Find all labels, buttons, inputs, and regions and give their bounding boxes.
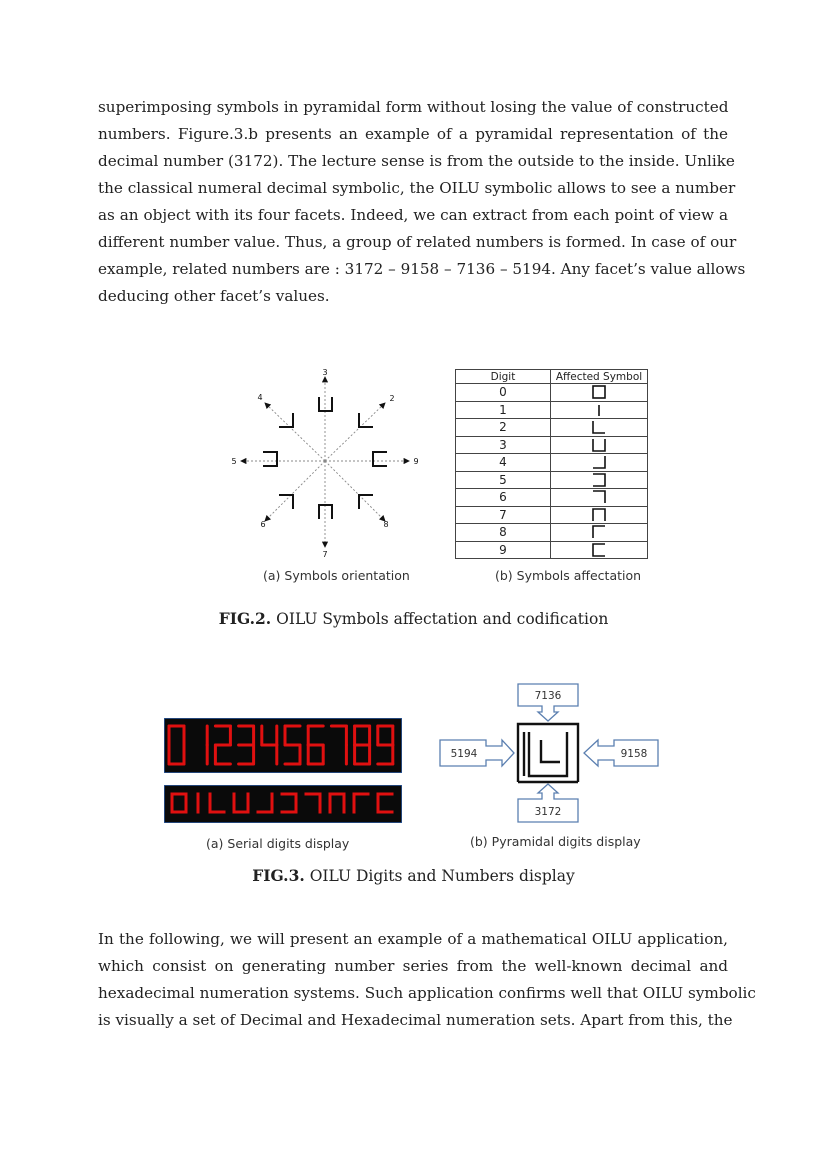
symbols-affectation-table xyxy=(455,369,648,559)
text-line: superimposing symbols in pyramidal form without losing the value of constructed xyxy=(98,98,729,116)
digit-cell: 9 xyxy=(456,541,551,559)
text-line: the classical numeral decimal symbolic, the OILU symbolic allows to see a number xyxy=(98,179,736,197)
table-row xyxy=(456,541,648,559)
caption-label: FIG.3. xyxy=(252,866,305,885)
digit-cell: 3 xyxy=(456,436,551,454)
seven-segment-display xyxy=(164,718,402,773)
digit-cell: 8 xyxy=(456,524,551,542)
symbol-1-icon xyxy=(591,403,607,417)
orientation-label: 6 xyxy=(260,520,266,529)
symbol-6-icon xyxy=(591,490,607,504)
table-row xyxy=(456,454,648,472)
digit-cell: 6 xyxy=(456,489,551,507)
orientation-label: 5 xyxy=(231,457,237,466)
symbol-2-icon xyxy=(359,413,373,427)
fig2-subcaption-b: (b) Symbols affectation xyxy=(495,568,642,583)
orientation-label: 7 xyxy=(322,550,328,559)
symbol-7-icon xyxy=(591,508,607,522)
digit-cell: 0 xyxy=(456,384,551,402)
digit-cell: 2 xyxy=(456,419,551,437)
symbol-5-icon xyxy=(591,473,607,487)
left-value: 5194 xyxy=(450,748,478,760)
symbols-orientation-diagram xyxy=(225,365,425,565)
table-row xyxy=(456,506,648,524)
orientation-label: 3 xyxy=(322,368,328,377)
text-line: In the following, we will present an example of a mathematical OILU application, xyxy=(98,930,728,948)
symbol-6-icon xyxy=(279,495,293,509)
symbol-0-icon xyxy=(591,385,607,399)
orientation-label: 9 xyxy=(413,457,419,466)
table-row xyxy=(456,524,648,542)
symbol-5-icon xyxy=(263,452,277,466)
orientation-label: 2 xyxy=(389,394,395,403)
fig2-caption xyxy=(0,609,827,628)
symbol-3-icon xyxy=(319,397,332,411)
digit-cell: 7 xyxy=(456,506,551,524)
table-row xyxy=(456,489,648,507)
bottom-value: 3172 xyxy=(534,806,562,818)
top-value: 7136 xyxy=(534,690,562,702)
caption-label: FIG.2. xyxy=(218,609,272,628)
table-header: Affected Symbol xyxy=(551,370,648,384)
fig3-caption xyxy=(0,866,827,885)
caption-text: OILU Digits and Numbers display xyxy=(304,867,575,885)
orientation-label: 8 xyxy=(383,520,389,529)
table-header: Digit xyxy=(456,370,551,384)
text-line: decimal number (3172). The lecture sense is from the outside to the inside. Unlike xyxy=(98,152,735,170)
text-line: different number value. Thus, a group of related numbers is formed. In case of our xyxy=(98,233,737,251)
table-row xyxy=(456,436,648,454)
text-line: numbers. Figure.3.b presents an example of a pyramidal representation of the xyxy=(98,125,728,143)
text-line: example, related numbers are : 3172 – 9158 – 7136 – 5194. Any facet’s value allows xyxy=(98,260,746,278)
fig3-subcaption-a: (a) Serial digits display xyxy=(206,836,350,851)
text-line: deducing other facet’s values. xyxy=(98,287,330,305)
digit-cell: 1 xyxy=(456,401,551,419)
symbol-4-icon xyxy=(591,455,607,469)
symbol-3-icon xyxy=(591,438,607,452)
table-row xyxy=(456,419,648,437)
table-row xyxy=(456,471,648,489)
caption-text: OILU Symbols affectation and codification xyxy=(271,610,609,628)
symbol-7-icon xyxy=(319,505,332,519)
symbol-2-icon xyxy=(591,420,607,434)
text-line: as an object with its four facets. Indeed, we can extract from each point of view a xyxy=(98,206,728,224)
intro-paragraph xyxy=(98,94,746,310)
symbol-8-icon xyxy=(591,525,607,539)
symbol-4-icon xyxy=(279,413,293,427)
fig3-subcaption-b: (b) Pyramidal digits display xyxy=(470,834,641,849)
pyramid-symbol-icon xyxy=(518,724,578,782)
right-value: 9158 xyxy=(620,748,648,760)
orientation-label: 4 xyxy=(257,393,263,402)
outro-paragraph xyxy=(98,926,756,1034)
table-row xyxy=(456,401,648,419)
text-line: hexadecimal numeration systems. Such application confirms well that OILU symbolic xyxy=(98,984,756,1002)
symbol-9-icon xyxy=(373,452,387,466)
symbol-9-icon xyxy=(591,543,607,557)
digit-cell: 5 xyxy=(456,471,551,489)
pyramidal-digits-diagram xyxy=(438,682,660,827)
oilu-symbol-display xyxy=(164,785,402,823)
fig2-subcaption-a: (a) Symbols orientation xyxy=(263,568,410,583)
table-row xyxy=(456,384,648,402)
text-line: is visually a set of Decimal and Hexadecimal numeration sets. Apart from this, the xyxy=(98,1011,733,1029)
digit-cell: 4 xyxy=(456,454,551,472)
text-line: which consist on generating number series from the well-known decimal and xyxy=(98,957,728,975)
